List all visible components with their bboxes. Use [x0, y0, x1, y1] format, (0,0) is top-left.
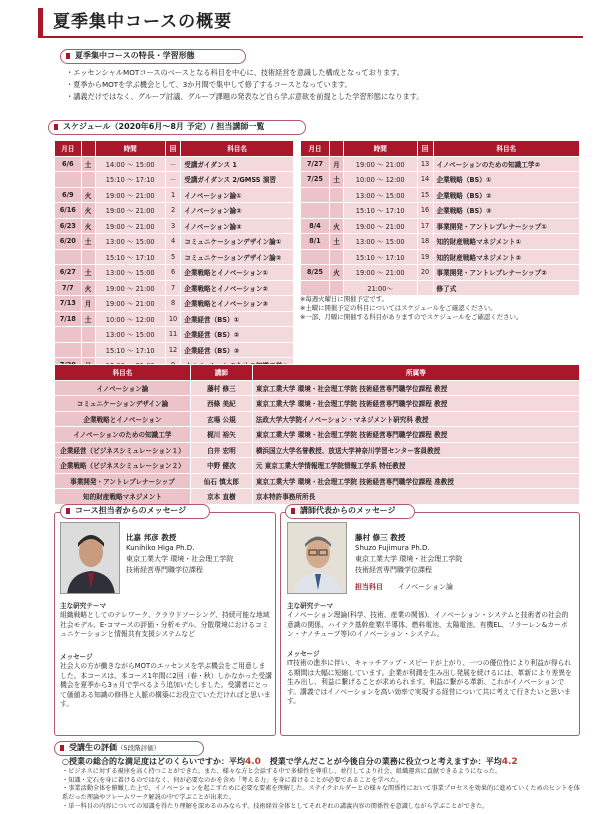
- schedule-subject: 企業戦略とイノベーション③: [181, 296, 294, 312]
- schedule-row: [55, 265, 294, 281]
- instructor-subject: 企業経営（ビジネスシミュレーション１）: [55, 442, 191, 458]
- schedule-session: 8: [165, 296, 180, 312]
- schedule-date: 6/6: [55, 156, 82, 172]
- schedule-date: 6/9: [55, 187, 82, 203]
- fujimura-name: 藤村 修三 教授: [355, 533, 406, 542]
- schedule-row: [55, 342, 294, 358]
- schedule-session: 17: [417, 218, 433, 234]
- schedule-time: 10:00 ～ 12:00: [95, 311, 165, 327]
- schedule-weekday: 土: [329, 234, 343, 250]
- schedule-header-cell: 時間: [343, 141, 417, 157]
- schedule-time: 19:00 ～ 21:00: [95, 280, 165, 296]
- fujimura-subject-label: 担当科目: [355, 583, 383, 591]
- schedule-weekday: 土: [81, 265, 95, 281]
- instructor-affiliation: 東京工業大学 環境・社会理工学院 技術経営専門職学位課程 教授: [252, 396, 579, 412]
- schedule-row: [301, 156, 580, 172]
- higa-name: 比嘉 邦彦 教授: [126, 533, 177, 542]
- schedule-date: 6/23: [55, 218, 82, 234]
- schedule-subject: 企業戦略（BS）①: [433, 172, 579, 188]
- schedule-row: [301, 172, 580, 188]
- comment-item: ・事業活動全体を俯瞰した上で、イノベーションを起こすために必要な要素を理解した。ステイクホルダーとの様々な関係性において事業プロセスを効果的に進めていくためのヒントを体系だった理論やフレームワーク解説の中で学ぶことが出来た。: [62, 785, 580, 802]
- fujimura-message-label: メッセージ: [287, 650, 320, 658]
- schedule-date: 8/25: [301, 265, 330, 281]
- higa-message-text: 社会人の方が働きながらMOTのエッセンスを学ぶ機会をご用意しました。本コースは、本コース1年間に2回（春・秋）しかなかった受講機会を夏季から3ヵ月で学べるよう追加いたしました。受講者にとって価値ある知識の修得と人脈の構築にお役立ていただければと思います。: [60, 662, 272, 709]
- schedule-date: [55, 327, 82, 343]
- schedule-subject: イノベーションのための知識工学②: [433, 156, 579, 172]
- instructor-name: 京本 直樹: [190, 489, 252, 505]
- schedule-row: [55, 203, 294, 219]
- schedule-session: 13: [417, 156, 433, 172]
- schedule-header-cell: 回: [165, 141, 180, 157]
- schedule-time: 14:00 ～ 15:00: [95, 156, 165, 172]
- evaluation-heading-text: 受講生の評価: [69, 743, 117, 752]
- schedule-weekday: 月: [81, 296, 95, 312]
- evaluation-block: [62, 756, 582, 812]
- higa-affil1: 東京工業大学 環境・社会理工学院: [126, 555, 234, 563]
- schedule-weekday: [329, 187, 343, 203]
- schedule-weekday: 火: [81, 280, 95, 296]
- schedule-row: [301, 218, 580, 234]
- schedule-subject: 事業開発・アントレプレナーシップ②: [433, 265, 579, 281]
- instructor-row: [55, 411, 580, 427]
- schedule-weekday: [329, 203, 343, 219]
- schedule-row: [301, 187, 580, 203]
- schedule-row: [55, 218, 294, 234]
- schedule-date: [301, 203, 330, 219]
- schedule-row: [55, 311, 294, 327]
- schedule-date: 8/1: [301, 234, 330, 250]
- schedule-header-cell: 科目名: [181, 141, 294, 157]
- schedule-time: 15:10 ～ 17:10: [95, 342, 165, 358]
- instructor-row: [55, 473, 580, 489]
- schedule-time: 13:00 ～ 15:00: [343, 187, 417, 203]
- instructor-subject: イノベーション論: [55, 380, 191, 396]
- schedule-note: ※一部、月曜に開催する科目がありますのでスケジュールをご確認ください。: [300, 313, 523, 321]
- schedule-subject: 企業戦略（BS）②: [433, 187, 579, 203]
- instructor-subject: 知的財産戦略マネジメント: [55, 489, 191, 505]
- schedule-header-cell: [329, 141, 343, 157]
- schedule-weekday: [329, 249, 343, 265]
- schedule-time: 19:00 ～ 21:00: [95, 218, 165, 234]
- instructor-affiliation: 東京工業大学 環境・社会理工学院 技術経営専門職学位課程 教授: [252, 380, 579, 396]
- instructor-name: 西條 美紀: [190, 396, 252, 412]
- higa-portrait: [60, 522, 120, 594]
- schedule-session: 5: [165, 249, 180, 265]
- higa-theme-text: 組織戦略としてのテレワーク、クラウドソーシング、持続可能な地域社会モデル、E-コマースの評価・分析モデル、分散環境におけるコミュニケーションと情報共有支援システムなど: [60, 611, 270, 639]
- schedule-weekday: 土: [81, 234, 95, 250]
- q2-text: 授業で学んだことが今後自分の業務に役立つと考えますか：平均: [269, 757, 502, 766]
- schedule-weekday: [81, 342, 95, 358]
- schedule-subject: 企業戦略とイノベーション②: [181, 280, 294, 296]
- schedule-session: 4: [165, 234, 180, 250]
- schedule-row: [301, 280, 580, 296]
- schedule-subject: 知的財産戦略マネジメント②: [433, 249, 579, 265]
- schedule-notes: [300, 295, 580, 322]
- evaluation-questions: [62, 756, 582, 768]
- schedule-header-cell: 科目名: [433, 141, 579, 157]
- schedule-row: [55, 280, 294, 296]
- schedule-date: 6/20: [55, 234, 82, 250]
- instructor-affiliation: 東京工業大学 環境・社会理工学院 技術経営専門職学位課程 教授: [252, 427, 579, 443]
- q2-score: 4.2: [501, 757, 518, 767]
- schedule-time: 13:00 ～ 15:00: [95, 234, 165, 250]
- schedule-row: [301, 265, 580, 281]
- schedule-header-cell: 月日: [55, 141, 82, 157]
- schedule-subject: 事業開発・アントレプレナーシップ①: [433, 218, 579, 234]
- features-heading: 夏季集中コースの特長・学習形態: [60, 49, 246, 64]
- schedule-session: 18: [417, 234, 433, 250]
- schedule-weekday: 土: [81, 311, 95, 327]
- schedule-note: ※毎週火曜日に開催予定です。: [300, 295, 388, 303]
- schedule-time: 19:00 ～ 21:00: [95, 187, 165, 203]
- instructor-affiliation: 横浜国立大学名誉教授、放送大学神奈川学習センター客員教授: [252, 442, 579, 458]
- schedule-header-cell: 回: [417, 141, 433, 157]
- schedule-date: [301, 249, 330, 265]
- instructor-row: [55, 442, 580, 458]
- schedule-weekday: [81, 327, 95, 343]
- instructor-subject: イノベーションのための知識工学: [55, 427, 191, 443]
- instructor-table: [54, 364, 580, 505]
- schedule-heading: スケジュール（2020年6月～8月 予定）/ 担当講師一覧: [48, 120, 306, 135]
- schedule-date: [55, 172, 82, 188]
- q1-text: ○授業の総合的な満足度はどのくらいですか：平均: [62, 757, 245, 766]
- instructor-subject: 企業戦略（ビジネスシミュレーション２）: [55, 458, 191, 474]
- feature-item: ・夏季からMOTを学ぶ機会として、3か月間で集中して修了するコースとなっています。: [66, 80, 352, 89]
- schedule-row: [55, 187, 294, 203]
- course-message-heading: コース担当者からのメッセージ: [60, 504, 210, 519]
- schedule-session: 1: [165, 187, 180, 203]
- schedule-row: [301, 249, 580, 265]
- page-title: 夏季集中コースの概要: [53, 12, 233, 32]
- schedule-weekday: 土: [81, 156, 95, 172]
- schedule-session: 14: [417, 172, 433, 188]
- instructor-affiliation: 法政大学大学院イノベーション・マネジメント研究科 教授: [252, 411, 579, 427]
- schedule-weekday: [81, 249, 95, 265]
- schedule-row: [55, 156, 294, 172]
- fujimura-message-text: IT技術の進歩に伴い、キャッチアップ・スピードが上がり、一つの優位性により利益が得られる期間は大幅に短縮しています。企業が利潤を生み出し発展を続けるには、革新により差異を生み出し、利益に繋げることが求められます。利益に繋がる革新、これがイノベーションです。講義ではイノベーションを高い効率で実現する経営について共に考えて行きたいと思います。: [287, 659, 572, 706]
- schedule-time: 15:10 ～ 17:10: [95, 172, 165, 188]
- schedule-subject: 知的財産戦略マネジメント①: [433, 234, 579, 250]
- schedule-weekday: [329, 280, 343, 296]
- schedule-session: 7: [165, 280, 180, 296]
- schedule-subject: コミュニケーションデザイン論①: [181, 234, 294, 250]
- higa-name-en: Kunihiko Higa Ph.D.: [126, 544, 195, 552]
- schedule-time: 15:10 ～ 17:10: [343, 249, 417, 265]
- instructor-header-cell: 講師: [190, 365, 252, 381]
- schedule-subject: 企業戦略とイノベーション①: [181, 265, 294, 281]
- instructor-row: [55, 380, 580, 396]
- schedule-session: －: [165, 172, 180, 188]
- instructor-name: 白井 宏明: [190, 442, 252, 458]
- schedule-time: 15:10 ～ 17:10: [95, 249, 165, 265]
- schedule-weekday: 火: [81, 218, 95, 234]
- instructor-name: 玄場 公規: [190, 411, 252, 427]
- schedule-subject: 企業戦略（BS）③: [433, 203, 579, 219]
- schedule-time: 10:00 ～ 12:00: [343, 172, 417, 188]
- comment-item: ・知識・定石を身に着けるのではなく、何が必要なのかを含め「考える力」を身に着けることが必要であることを学べた。: [62, 776, 403, 784]
- schedule-row: [55, 234, 294, 250]
- instructor-affiliation: 東京工業大学 環境・社会理工学院 技術経営専門職学位課程 准教授: [252, 473, 579, 489]
- schedule-weekday: 月: [329, 156, 343, 172]
- page-title-bar: [38, 8, 583, 38]
- schedule-row: [301, 234, 580, 250]
- instructor-name: 藤村 修三: [190, 380, 252, 396]
- comment-item: ・ビジネスに対する視座を高く持つことができた。また、様々な方と会話する中で多様性を尊重し、並行してより社会、組織運営に貢献できるようになった。: [62, 768, 502, 775]
- instructor-header-cell: 科目名: [55, 365, 191, 381]
- schedule-time: 13:00 ～ 15:00: [95, 327, 165, 343]
- schedule-subject: 企業経営（BS）③: [181, 342, 294, 358]
- schedule-date: 7/25: [301, 172, 330, 188]
- schedule-date: 7/13: [55, 296, 82, 312]
- instructor-name: 中野 健次: [190, 458, 252, 474]
- schedule-date: [301, 187, 330, 203]
- feature-item: ・講義だけではなく、グループ討議、グループ課題の発表など自ら学ぶ意欲を前提とした学習形態になります。: [66, 92, 424, 101]
- schedule-subject: コミュニケーションデザイン論②: [181, 249, 294, 265]
- fujimura-subject: イノベーション論: [398, 583, 454, 591]
- schedule-time: 19:00 ～ 21:00: [343, 218, 417, 234]
- fujimura-affil1: 東京工業大学 環境・社会理工学院: [355, 555, 463, 563]
- evaluation-heading: [54, 741, 204, 756]
- schedule-table-left: [54, 140, 294, 374]
- instructor-header-cell: 所属等: [252, 365, 579, 381]
- comment-item: ・単一科目の内容についての知識を得たり理解を深めるのみならず、技術経営全体としてそれぞれの講義内容の関係性を意識しながら学ぶことができた。: [62, 802, 489, 810]
- schedule-subject: イノベーション論③: [181, 218, 294, 234]
- schedule-header-cell: [81, 141, 95, 157]
- schedule-weekday: 火: [329, 218, 343, 234]
- schedule-time: 13:00 ～ 15:00: [95, 265, 165, 281]
- q1-score: 4.0: [244, 757, 261, 767]
- schedule-subject: 受講ガイダンス 2/GMSS 演習: [181, 172, 294, 188]
- schedule-session: 11: [165, 327, 180, 343]
- schedule-subject: イノベーション論②: [181, 203, 294, 219]
- schedule-time: 19:00 ～ 21:00: [343, 156, 417, 172]
- schedule-header-cell: 月日: [301, 141, 330, 157]
- schedule-weekday: 土: [329, 172, 343, 188]
- schedule-time: 21:00～: [343, 280, 417, 296]
- higa-message-label: メッセージ: [60, 653, 93, 661]
- schedule-time: 13:00 ～ 15:00: [343, 234, 417, 250]
- schedule-date: 8/4: [301, 218, 330, 234]
- schedule-date: [55, 249, 82, 265]
- instructor-subject: 事業開発・アントレプレナーシップ: [55, 473, 191, 489]
- schedule-row: [301, 203, 580, 219]
- feature-item: ・エッセンシャルMOTコースのベースとなる科目を中心に、技術経営を意識した構成となっております。: [66, 68, 404, 77]
- schedule-subject: 修了式: [433, 280, 579, 296]
- schedule-session: －: [165, 156, 180, 172]
- instructor-row: [55, 396, 580, 412]
- instructor-row: [55, 458, 580, 474]
- fujimura-affil2: 技術経営専門職学位課程: [355, 566, 432, 574]
- schedule-date: 6/27: [55, 265, 82, 281]
- schedule-time: 19:00 ～ 21:00: [95, 296, 165, 312]
- schedule-session: 19: [417, 249, 433, 265]
- schedule-row: [55, 327, 294, 343]
- schedule-session: 20: [417, 265, 433, 281]
- fujimura-theme-label: 主な研究テーマ: [287, 602, 334, 610]
- schedule-table-right: [300, 140, 580, 296]
- instructor-row: [55, 427, 580, 443]
- instructor-name: 梶川 裕矢: [190, 427, 252, 443]
- schedule-subject: 受講ガイダンス 1: [181, 156, 294, 172]
- schedule-date: 6/16: [55, 203, 82, 219]
- higa-theme-label: 主な研究テーマ: [60, 602, 107, 610]
- schedule-note: ※土曜に開催予定の科目についてはスケジュールをご確認ください。: [300, 304, 497, 312]
- fujimura-portrait: [287, 522, 347, 594]
- schedule-subject: 企業経営（BS）②: [181, 327, 294, 343]
- schedule-session: 2: [165, 203, 180, 219]
- schedule-subject: イノベーション論①: [181, 187, 294, 203]
- schedule-session: 3: [165, 218, 180, 234]
- evaluation-heading-sub: （5段階評価）: [117, 744, 161, 752]
- schedule-session: 15: [417, 187, 433, 203]
- schedule-date: 7/7: [55, 280, 82, 296]
- schedule-session: 6: [165, 265, 180, 281]
- schedule-session: 16: [417, 203, 433, 219]
- schedule-session: 10: [165, 311, 180, 327]
- schedule-weekday: 火: [81, 187, 95, 203]
- schedule-time: 15:10 ～ 17:10: [343, 203, 417, 219]
- schedule-row: [55, 296, 294, 312]
- instructor-name: 仙石 慎太郎: [190, 473, 252, 489]
- instructor-affiliation: 京本特許事務所所長: [252, 489, 579, 505]
- schedule-header-cell: 時間: [95, 141, 165, 157]
- schedule-time: 19:00 ～ 21:00: [95, 203, 165, 219]
- schedule-time: 19:00 ～ 21:00: [343, 265, 417, 281]
- higa-affil2: 技術経営専門職学位課程: [126, 566, 203, 574]
- instructor-affiliation: 元 東京工業大学情報理工学院情報工学系 特任教授: [252, 458, 579, 474]
- instructor-subject: 企業戦略とイノベーション: [55, 411, 191, 427]
- schedule-date: [55, 342, 82, 358]
- features-list: [66, 67, 576, 103]
- lecturer-message-heading: 講師代表からのメッセージ: [285, 504, 415, 519]
- fujimura-theme-text: イノベーション理論(科学、技術、産業の関係)、イノベーション・システムと技術者の社会的意識の関係、ハイテク基幹産業(半導体、燃料電池、太陽電池、有機EL、フラーレン&カーボン・ナノチューブ等)のイノベーション・システム。: [287, 611, 569, 639]
- schedule-date: 7/27: [301, 156, 330, 172]
- instructor-subject: コミュニケーションデザイン論: [55, 396, 191, 412]
- schedule-date: 7/18: [55, 311, 82, 327]
- schedule-date: [301, 280, 330, 296]
- schedule-row: [55, 172, 294, 188]
- schedule-session: [417, 280, 433, 296]
- schedule-row: [55, 249, 294, 265]
- schedule-weekday: 火: [329, 265, 343, 281]
- schedule-weekday: [81, 172, 95, 188]
- fujimura-name-en: Shuzo Fujimura Ph.D.: [355, 544, 430, 552]
- schedule-session: 12: [165, 342, 180, 358]
- instructor-row: [55, 489, 580, 505]
- schedule-subject: 企業経営（BS）①: [181, 311, 294, 327]
- schedule-weekday: 火: [81, 203, 95, 219]
